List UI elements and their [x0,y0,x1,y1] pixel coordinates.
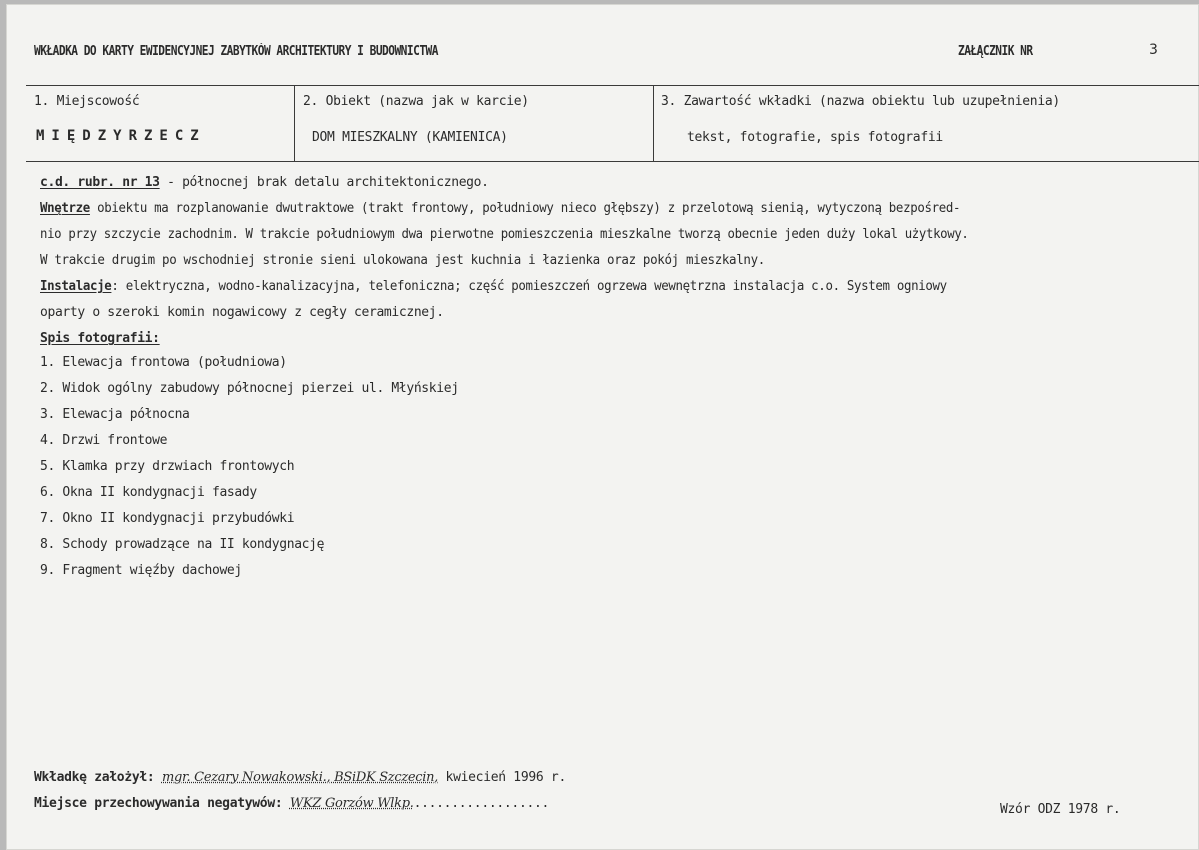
author-label: Wkładkę założył: [34,770,155,785]
table-divider-2 [653,85,654,162]
installations-text-1: : elektryczna, wodno-kanalizacyjna, telefoniczna; część pomieszczeń ogrzewa wewnętrzna instalacja c.o. System ogniowy [111,279,947,294]
contents-label: 3. Zawartość wkładki (nazwa obiektu lub uzupełnienia) [661,94,1060,109]
contents-value: tekst, fotografie, spis fotografii [687,130,943,145]
annex-label: ZAŁĄCZNIK NR [958,44,1033,59]
photo-item: 1. Elewacja frontowa (południowa) [40,355,287,370]
locality-value: MIĘDZYRZECZ [36,128,206,144]
storage-dots: .................. [413,796,550,811]
installations-line-1 [40,279,947,294]
continuation-heading: c.d. rubr. nr 13 [40,175,160,190]
photo-item: 6. Okna II kondygnacji fasady [40,485,257,500]
author-date: kwiecień 1996 r. [438,770,566,785]
photo-item: 3. Elewacja północna [40,407,190,422]
photo-item: 7. Okno II kondygnacji przybudówki [40,511,295,526]
installations-line-2: oparty o szeroki komin nogawicowy z cegły ceramicznej. [40,305,444,320]
record-card [6,4,1199,850]
interior-text-1: obiektu ma rozplanowanie dwutraktowe (trakt frontowy, południowy nieco głębszy) z przelotową sienią, wytyczoną bezpośred- [89,201,961,216]
photo-list-title: Spis fotografii: [40,331,160,346]
author-value: mgr. Cezary Nowakowski., BSiDK Szczecin, [161,770,439,785]
object-label: 2. Obiekt (nazwa jak w karcie) [303,94,529,109]
interior-heading: Wnętrze [40,201,90,216]
storage-line [34,796,549,811]
photo-item: 4. Drzwi frontowe [40,433,168,448]
photo-item: 2. Widok ogólny zabudowy północnej pierzei ul. Młyńskiej [40,381,459,396]
annex-number: 3 [1149,42,1158,58]
form-title: WKŁADKA DO KARTY EWIDENCYJNEJ ZABYTKÓW ARCHITEKTURY I BUDOWNICTWA [34,44,438,59]
photo-item: 9. Fragment więźby dachowej [40,563,242,578]
storage-value: WKZ Gorzów Wlkp. [289,796,414,811]
table-top-rule [26,85,1199,86]
table-bottom-rule [26,161,1199,162]
table-divider-1 [294,85,295,162]
locality-label: 1. Miejscowość [34,94,140,109]
form-pattern: Wzór ODZ 1978 r. [1000,802,1121,817]
continuation-text: - północnej brak detalu architektonicznego. [159,175,489,190]
installations-heading: Instalacje [40,279,112,294]
interior-line-1 [40,201,960,216]
author-line [34,770,566,785]
storage-label: Miejsce przechowywania negatywów: [34,796,283,811]
object-value: DOM MIESZKALNY (KAMIENICA) [312,130,508,145]
interior-line-3: W trakcie drugim po wschodniej stronie sieni ulokowana jest kuchnia i łazienka oraz pokój mieszkalny. [40,253,765,268]
continuation-line [40,175,489,190]
photo-item: 5. Klamka przy drzwiach frontowych [40,459,295,474]
photo-list-heading [40,331,160,346]
interior-line-2: nio przy szczycie zachodnim. W trakcie południowym dwa pierwotne pomieszczenia mieszkalne tworzą obecnie jeden duży lokal użytkowy. [40,227,969,242]
photo-item: 8. Schody prowadzące na II kondygnację [40,537,325,552]
